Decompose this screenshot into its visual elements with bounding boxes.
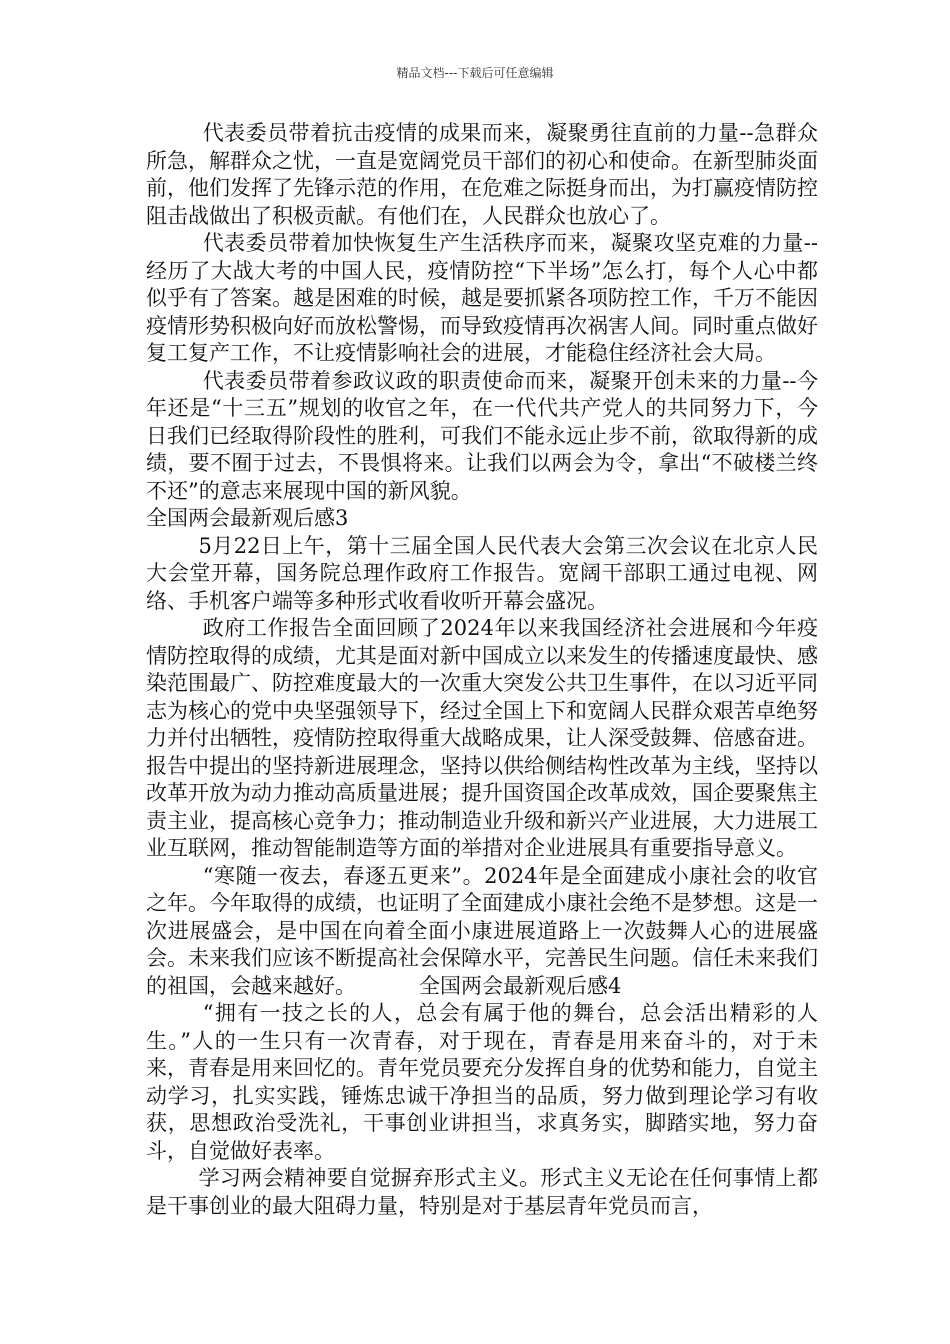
paragraph-6-text: “寒随一夜去，春逐五更来”。2024年是全面建成小康社会的收官之年。今年取得的成绩，也证明了全面建成小康社会绝不是梦想。这是一次进展盛会，是中国在向着全面小康进展道路上一次鼓舞人心的进展盛会。未来我们应该不断提高社会保障水平，完善民生问题。信任未来我们的祖国，会越来越好。 bbox=[146, 863, 818, 998]
paragraph-1: 代表委员带着抗击疫情的成果而来，凝聚勇往直前的力量--急群众所急，解群众之忧，一直是宽阔党员干部们的初心和使命。在新型肺炎面前，他们发挥了先锋示范的作用，在危难之际挺身而出，为打赢疫情防控阻击战做出了积极贡献。有他们在，人民群众也放心了。 bbox=[146, 121, 818, 228]
paragraph-2: 代表委员带着加快恢复生产生活秩序而来，凝聚攻坚克难的力量--经历了大战大考的中国人民，疫情防控“下半场”怎么打，每个人心中都似乎有了答案。越是困难的时候，越是要抓紧各项防控工作，千万不能因疫情形势积极向好而放松警惕，而导致疫情再次祸害人间。同时重点做好复工复产工作，不让疫情影响社会的进展，才能稳住经济社会大局。 bbox=[146, 231, 818, 365]
section-heading-4: 全国两会最新观后感4 bbox=[419, 973, 622, 998]
paragraph-6 bbox=[146, 863, 818, 1001]
paragraph-5: 政府工作报告全面回顾了2024年以来我国经济社会进展和今年疫情防控取得的成绩，尤其是面对新中国成立以来发生的传播速度最快、感染范围最广、防控难度最大的一次重大突发公共卫生事件，在以习近平同志为核心的党中央坚强领导下，经过全国上下和宽阔人民群众艰苦卓绝努力并付出牺牲，疫情防控取得重大战略成果，让人深受鼓舞、倍感奋进。报告中提出的坚持新进展理念，坚持以供给侧结构性改革为主线，坚持以改革开放为动力推动高质量进展；提升国资国企改革成效，国企要聚焦主责主业，提高核心竞争力；推动制造业升级和新兴产业进展，大力进展工业互联网，推动智能制造等方面的举措对企业进展具有重要指导意义。 bbox=[146, 616, 818, 860]
page-header-note: 精品文档---下载后可任意编辑 bbox=[396, 66, 554, 80]
section-heading-3: 全国两会最新观后感3 bbox=[146, 506, 349, 530]
paragraph-4: 5月22日上午，第十三届全国人民代表大会第三次会议在北京人民大会堂开幕，国务院总理作政府工作报告。宽阔干部职工通过电视、网络、手机客户端等多种形式收看收听开幕会盛况。 bbox=[146, 533, 818, 613]
document-body bbox=[146, 120, 818, 1220]
paragraph-7: “拥有一技之长的人，总会有属于他的舞台，总会活出精彩的人生。”人的一生只有一次青春，对于现在，青春是用来奋斗的，对于未来，青春是用来回忆的。青年党员要充分发挥自身的优势和能力，自觉主动学习，扎实实践，锤炼忠诚干净担当的品质，努力做到理论学习有收获，思想政治受洗礼，干事创业讲担当，求真务实，脚踏实地，努力奋斗，自觉做好表率。 bbox=[146, 1001, 818, 1163]
paragraph-3: 代表委员带着参政议政的职责使命而来，凝聚开创未来的力量--今年还是“十三五”规划的收官之年，在一代代共产党人的共同努力下，今日我们已经取得阶段性的胜利，可我们不能永远止步不前，欲取得新的成绩，要不囿于过去，不畏惧将来。让我们以两会为令，拿出“不破楼兰终不还”的意志来展现中国的新风貌。 bbox=[146, 368, 818, 503]
paragraph-8: 学习两会精神要自觉摒弃形式主义。形式主义无论在任何事情上都是干事创业的最大阻碍力量，特别是对于基层青年党员而言， bbox=[146, 1166, 818, 1218]
